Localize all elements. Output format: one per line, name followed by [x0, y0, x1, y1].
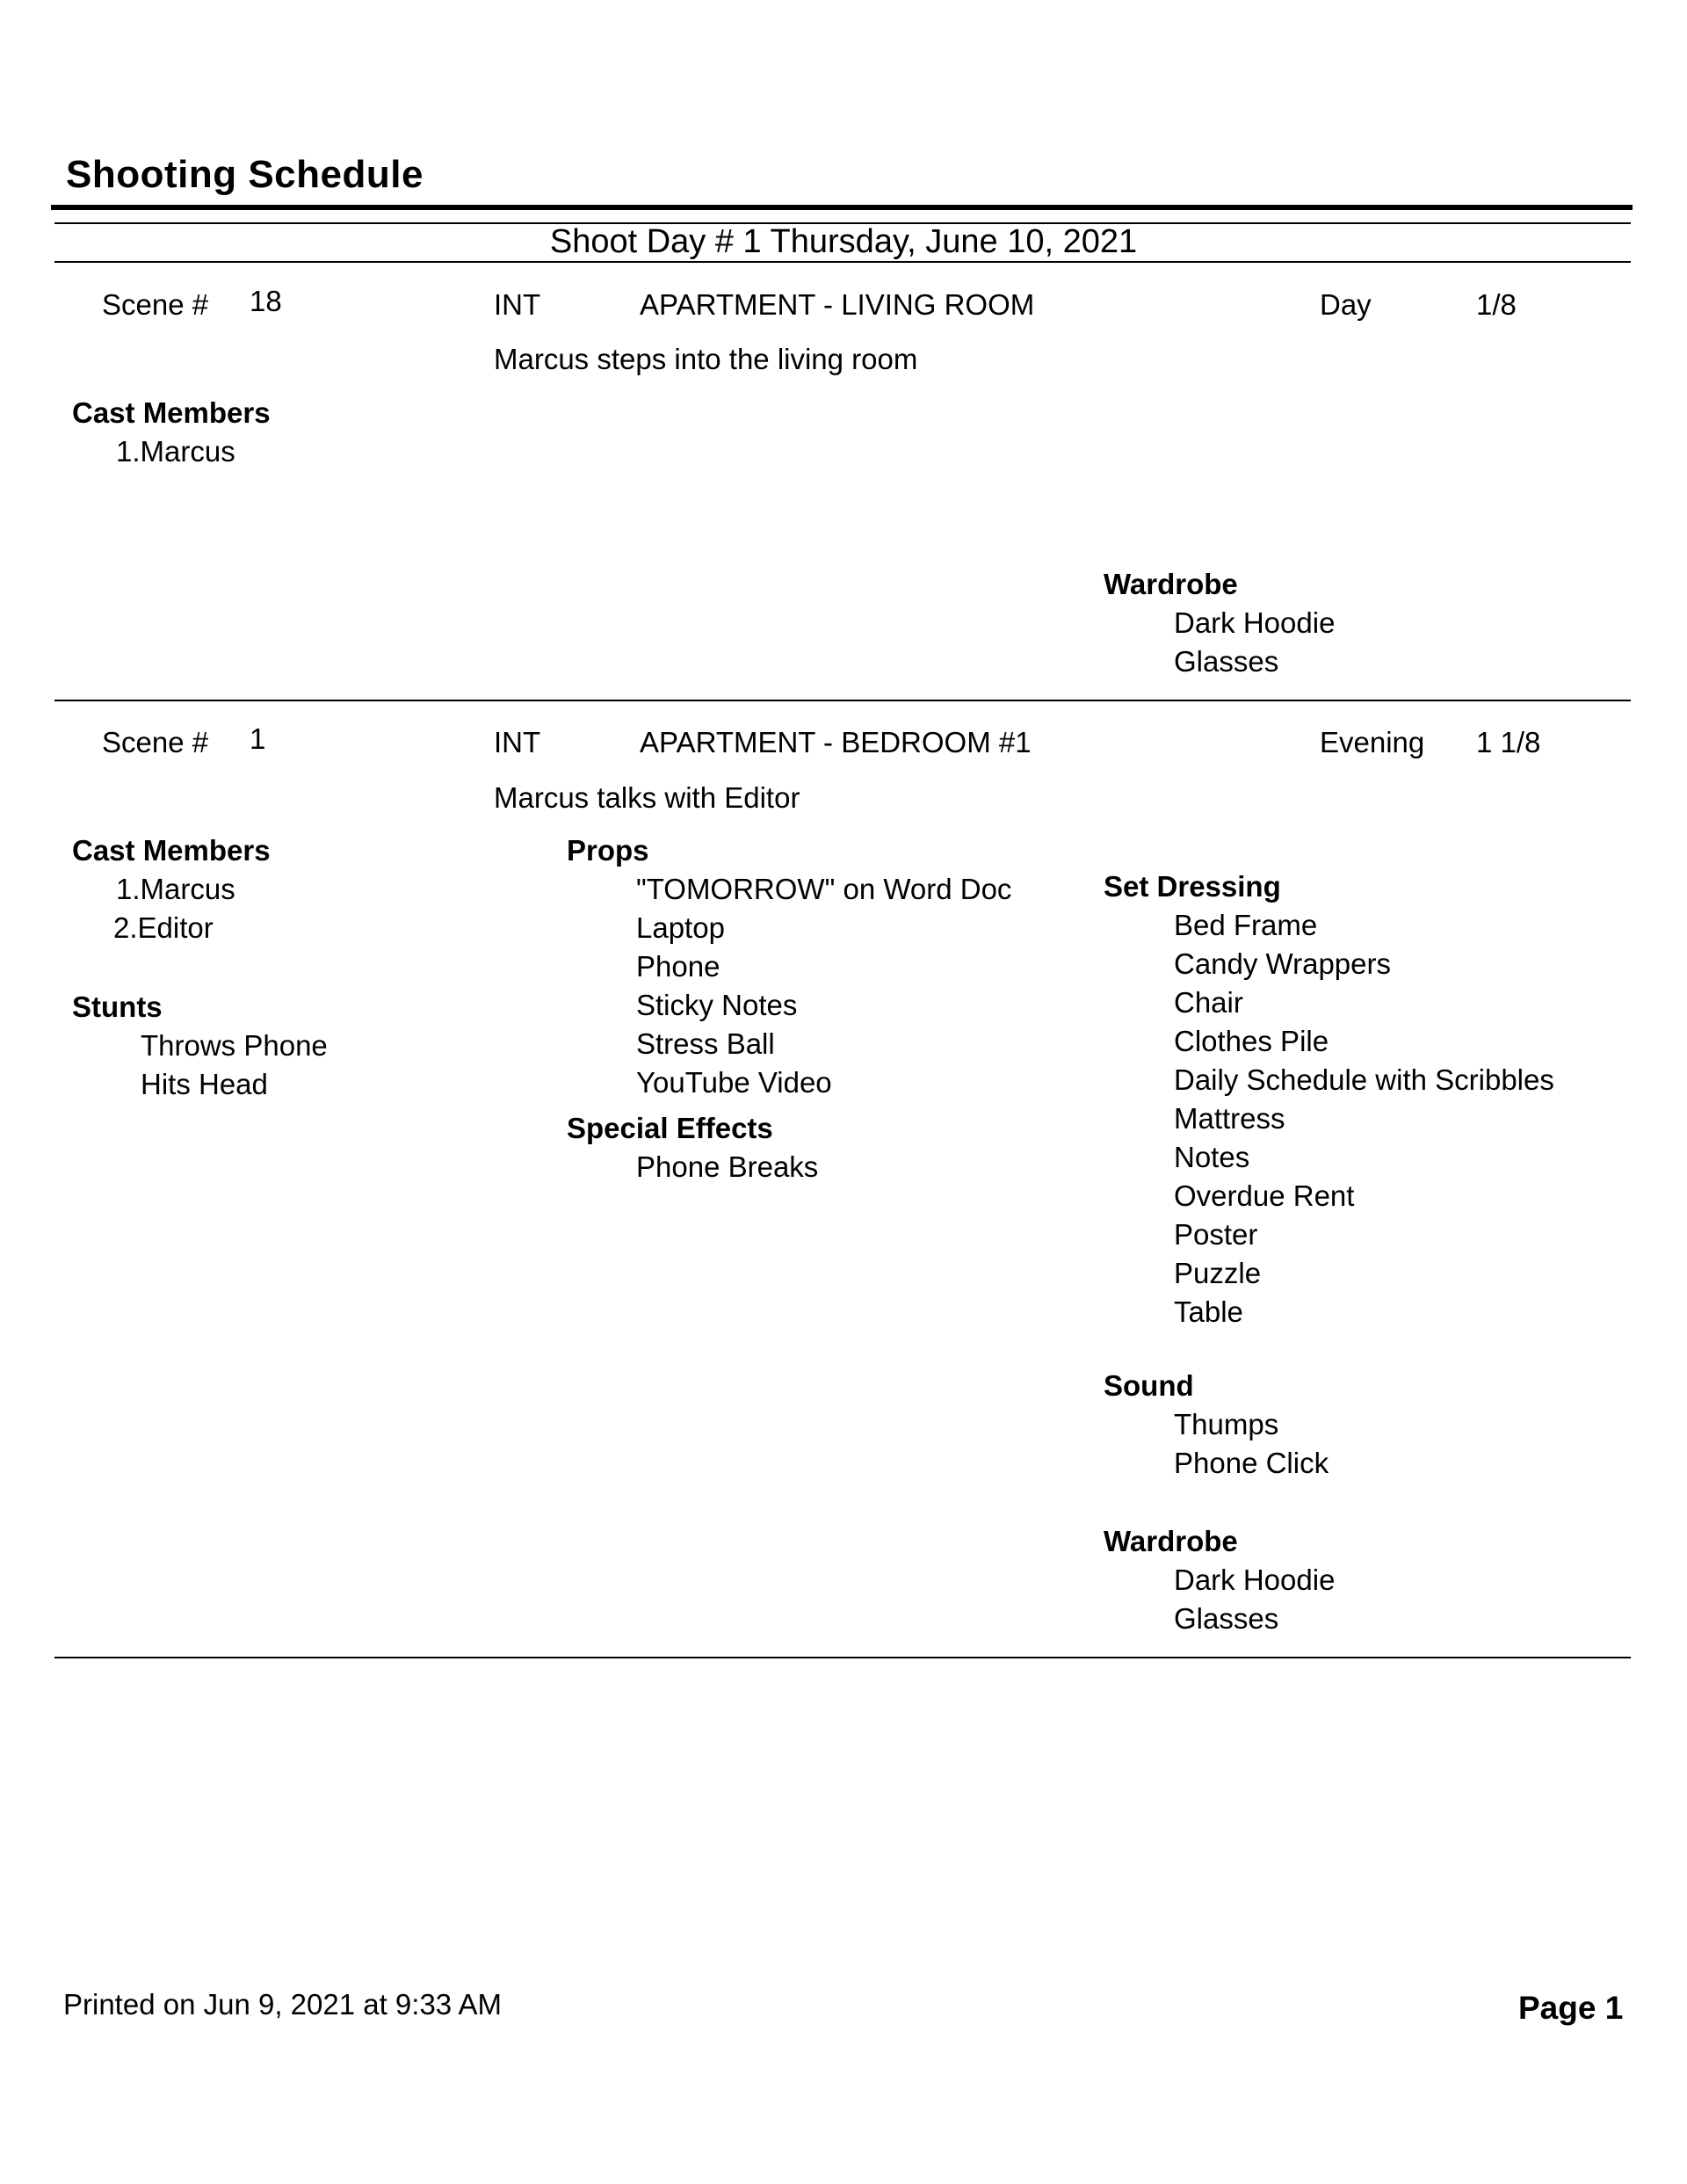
cast-member: 2.Editor: [113, 911, 214, 944]
wardrobe-item: Glasses: [1174, 1602, 1279, 1635]
scene-number: 18: [250, 285, 282, 317]
wardrobe-item: Glasses: [1174, 645, 1279, 678]
printed-timestamp: Printed on Jun 9, 2021 at 9:33 AM: [63, 1988, 503, 2021]
scene-description: Marcus steps into the living room: [494, 343, 918, 375]
int-ext: INT: [494, 726, 541, 758]
prop-item: Phone: [636, 950, 720, 983]
shoot-day-bottom-divider: [54, 261, 1631, 263]
set-dressing-item: Candy Wrappers: [1174, 947, 1392, 980]
scene-number: 1: [250, 722, 266, 755]
prop-item: Stress Ball: [636, 1027, 775, 1060]
scene-divider: [54, 700, 1631, 701]
stunt-item: Throws Phone: [141, 1029, 328, 1062]
set-dressing-item: Mattress: [1174, 1102, 1285, 1135]
set-dressing-item: Table: [1174, 1295, 1243, 1328]
props-heading: Props: [567, 834, 649, 867]
set-dressing-item: Clothes Pile: [1174, 1025, 1329, 1057]
cast-heading: Cast Members: [72, 834, 271, 867]
prop-item: YouTube Video: [636, 1066, 832, 1099]
set-dressing-item: Overdue Rent: [1174, 1179, 1355, 1212]
page-number: Page 1: [1518, 1990, 1624, 2026]
scene-description: Marcus talks with Editor: [494, 781, 800, 814]
set-dressing-item: Poster: [1174, 1218, 1258, 1251]
shoot-day-header: Shoot Day # 1 Thursday, June 10, 2021: [549, 223, 1138, 260]
wardrobe-item: Dark Hoodie: [1174, 606, 1336, 639]
page-title: Shooting Schedule: [66, 153, 424, 196]
scene-label: Scene #: [102, 726, 209, 758]
sound-heading: Sound: [1104, 1369, 1194, 1402]
prop-item: Laptop: [636, 911, 725, 944]
stunt-item: Hits Head: [141, 1068, 268, 1100]
wardrobe-item: Dark Hoodie: [1174, 1564, 1336, 1596]
cast-heading: Cast Members: [72, 396, 271, 429]
set-dressing-item: Notes: [1174, 1141, 1250, 1173]
scene-label: Scene #: [102, 288, 209, 321]
wardrobe-heading: Wardrobe: [1104, 1525, 1238, 1557]
set-dressing-item: Chair: [1174, 986, 1243, 1019]
set-dressing-heading: Set Dressing: [1104, 870, 1281, 903]
set-name: APARTMENT - BEDROOM #1: [640, 726, 1032, 758]
cast-member: 1.Marcus: [116, 435, 235, 468]
time-of-day: Day: [1320, 288, 1372, 321]
title-divider: [51, 205, 1633, 210]
time-of-day: Evening: [1320, 726, 1425, 758]
prop-item: "TOMORROW" on Word Doc: [636, 873, 1012, 905]
set-dressing-item: Puzzle: [1174, 1257, 1262, 1289]
int-ext: INT: [494, 288, 541, 321]
scene-divider: [54, 1657, 1631, 1658]
page-count: 1/8: [1476, 288, 1517, 321]
special-effect-item: Phone Breaks: [636, 1150, 819, 1183]
wardrobe-heading: Wardrobe: [1104, 568, 1238, 600]
page-count: 1 1/8: [1476, 726, 1541, 758]
stunts-heading: Stunts: [72, 990, 163, 1023]
set-dressing-item: Bed Frame: [1174, 909, 1318, 941]
special-effects-heading: Special Effects: [567, 1112, 773, 1144]
sound-item: Thumps: [1174, 1408, 1279, 1440]
prop-item: Sticky Notes: [636, 989, 798, 1021]
set-dressing-item: Daily Schedule with Scribbles: [1174, 1063, 1554, 1096]
cast-member: 1.Marcus: [116, 873, 235, 905]
sound-item: Phone Click: [1174, 1447, 1329, 1479]
set-name: APARTMENT - LIVING ROOM: [640, 288, 1035, 321]
